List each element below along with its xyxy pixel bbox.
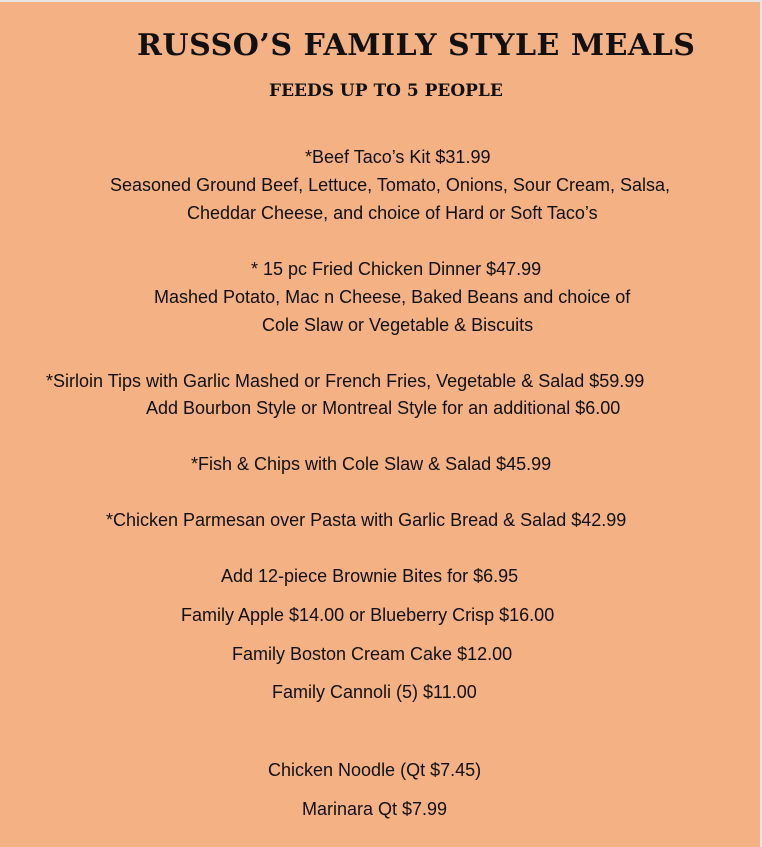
soup-item: Chicken Noodle (Qt $7.45) (268, 760, 482, 780)
menu-title: RUSSO’S FAMILY STYLE MEALS (137, 28, 696, 63)
menu-item-description: Cheddar Cheese, and choice of Hard or Soft Taco’s (187, 203, 598, 223)
menu-item-description: Seasoned Ground Beef, Lettuce, Tomato, Onions, Sour Cream, Salsa, (110, 175, 670, 195)
page-top-border (0, 0, 762, 2)
soup-item: Marinara Qt $7.99 (302, 799, 448, 819)
menu-item-heading: *Fish & Chips with Cole Slaw & Salad $45.99 (191, 454, 552, 474)
dessert-item: Family Apple $14.00 or Blueberry Crisp $16.00 (181, 605, 555, 625)
menu-item-heading: *Sirloin Tips with Garlic Mashed or French Fries, Vegetable & Salad $59.99 (46, 371, 645, 391)
menu-item-heading: *Beef Taco’s Kit $31.99 (305, 147, 491, 167)
menu-item-description: Add Bourbon Style or Montreal Style for an additional $6.00 (146, 398, 621, 418)
menu-item-description: Mashed Potato, Mac n Cheese, Baked Beans and choice of (154, 287, 631, 307)
menu-subtitle: FEEDS UP TO 5 PEOPLE (269, 81, 503, 101)
dessert-item: Add 12-piece Brownie Bites for $6.95 (221, 566, 519, 586)
dessert-item: Family Boston Cream Cake $12.00 (232, 644, 513, 664)
dessert-item: Family Cannoli (5) $11.00 (272, 682, 477, 702)
menu-item-heading: * 15 pc Fried Chicken Dinner $47.99 (251, 259, 542, 279)
menu-item-description: Cole Slaw or Vegetable & Biscuits (262, 315, 534, 335)
menu-item-heading: *Chicken Parmesan over Pasta with Garlic Bread & Salad $42.99 (106, 510, 627, 530)
